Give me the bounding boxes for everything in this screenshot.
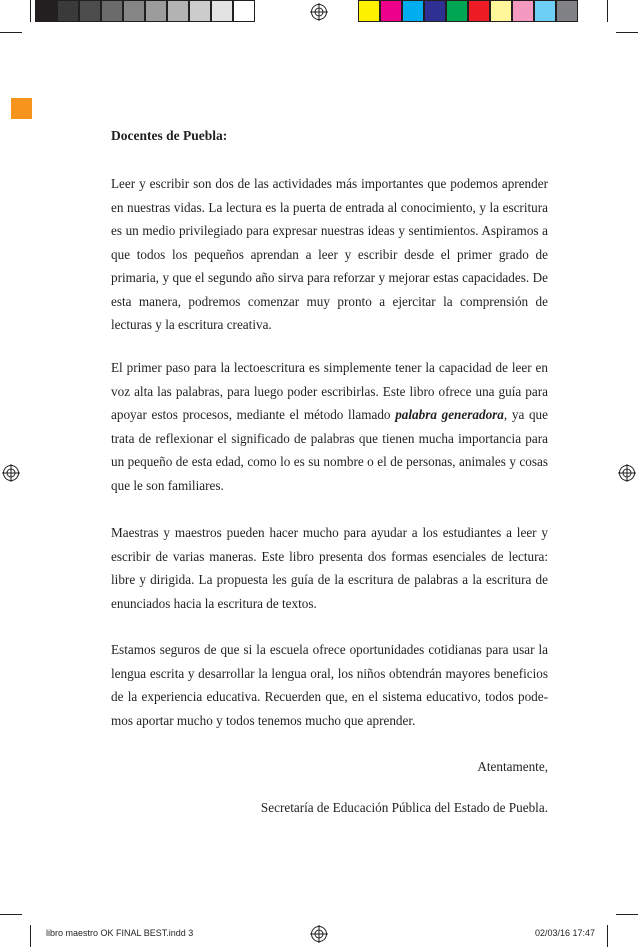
orange-accent-square [11, 98, 32, 119]
calibration-swatch [57, 0, 79, 22]
color-calibration-bar [358, 0, 578, 24]
registration-mark-icon [618, 464, 636, 482]
calibration-swatch [79, 0, 101, 22]
crop-mark [0, 32, 22, 33]
signature: Secretaría de Educación Pública del Estado de Puebla. [260, 800, 548, 815]
crop-mark [30, 0, 31, 22]
calibration-swatch [534, 0, 556, 22]
calibration-swatch [380, 0, 402, 22]
calibration-swatch [424, 0, 446, 22]
paragraph-4: Estamos seguros de que si la escuela ofrece oportunidades cotidianas para usar la lengua escrita y desarrollar la lengua oral, los niños obtendrán mayores beneficios de la experiencia educativa. Recuerden que, en el sistema educativo, todos pode-mos aportar mucho y todos tenemos mucho que aprender. [111, 642, 548, 728]
crop-mark [616, 914, 638, 915]
calibration-swatch [211, 0, 233, 22]
registration-mark-icon [2, 464, 20, 482]
calibration-swatch [446, 0, 468, 22]
calibration-swatch [233, 0, 255, 22]
crop-mark [616, 32, 638, 33]
calibration-swatch [123, 0, 145, 22]
paragraph-2-text-a: El primer paso para la lectoescritura es simplemente tener la capacidad de leer en voz alta las palabras, para luego poder escribirlas. Este libro ofrece una guía para apoyar estos procesos, mediante el método llamado [111, 360, 548, 422]
paragraph-3: Maestras y maestros pueden hacer mucho para ayudar a los estudiantes a leer y escribir de varias maneras. Este libro presenta dos formas esenciales de lectura: libre y dirigida. La propuesta les guía de la escritura de palabras a la escritura de enunciados hacia la escritura de textos. [111, 525, 548, 611]
registration-mark-icon [310, 925, 328, 943]
calibration-swatch [490, 0, 512, 22]
paragraph-2-text-b: , ya que trata de reflexionar el significado de palabras que tienen mucha importancia para un pequeño de esta edad, como lo es su nombre o el de personas, animales y cosas que le son familiares. [111, 407, 548, 493]
closing: Atentamente, [477, 759, 548, 774]
crop-mark [607, 925, 608, 947]
calibration-swatch [512, 0, 534, 22]
gray-calibration-bar [35, 0, 255, 24]
crop-mark [607, 0, 608, 22]
letter-salutation: Docentes de Puebla: [111, 128, 228, 143]
slug-date: 02/03/16 17:47 [534, 928, 595, 938]
calibration-swatch [402, 0, 424, 22]
crop-mark [30, 925, 31, 947]
calibration-swatch [189, 0, 211, 22]
calibration-swatch [468, 0, 490, 22]
keyword-palabra-generadora: palabra generadora [395, 407, 504, 422]
calibration-swatch [358, 0, 380, 22]
calibration-swatch [145, 0, 167, 22]
registration-mark-icon [310, 3, 328, 21]
paragraph-2 [111, 356, 548, 497]
calibration-swatch [556, 0, 578, 22]
calibration-swatch [167, 0, 189, 22]
paragraph-1: Leer y escribir son dos de las actividades más importantes que podemos aprender en nuestras vidas. La lectura es la puerta de entrada al conocimiento, y la escritura es un medio privilegiado para expresar nuestras ideas y sentimientos. Aspiramos a que todos los pequeños aprendan a leer y escribir desde el primer grado de primaria, y que el segundo año sirva para reforzar y mejorar estas capacidades. De esta manera, podremos comenzar muy pronto a ejercitar la comprensión de lecturas y la escritura creativa. [111, 176, 548, 332]
slug-filename: libro maestro OK FINAL BEST.indd 3 [46, 928, 194, 938]
calibration-swatch [101, 0, 123, 22]
calibration-swatch [35, 0, 57, 22]
crop-mark [0, 914, 22, 915]
